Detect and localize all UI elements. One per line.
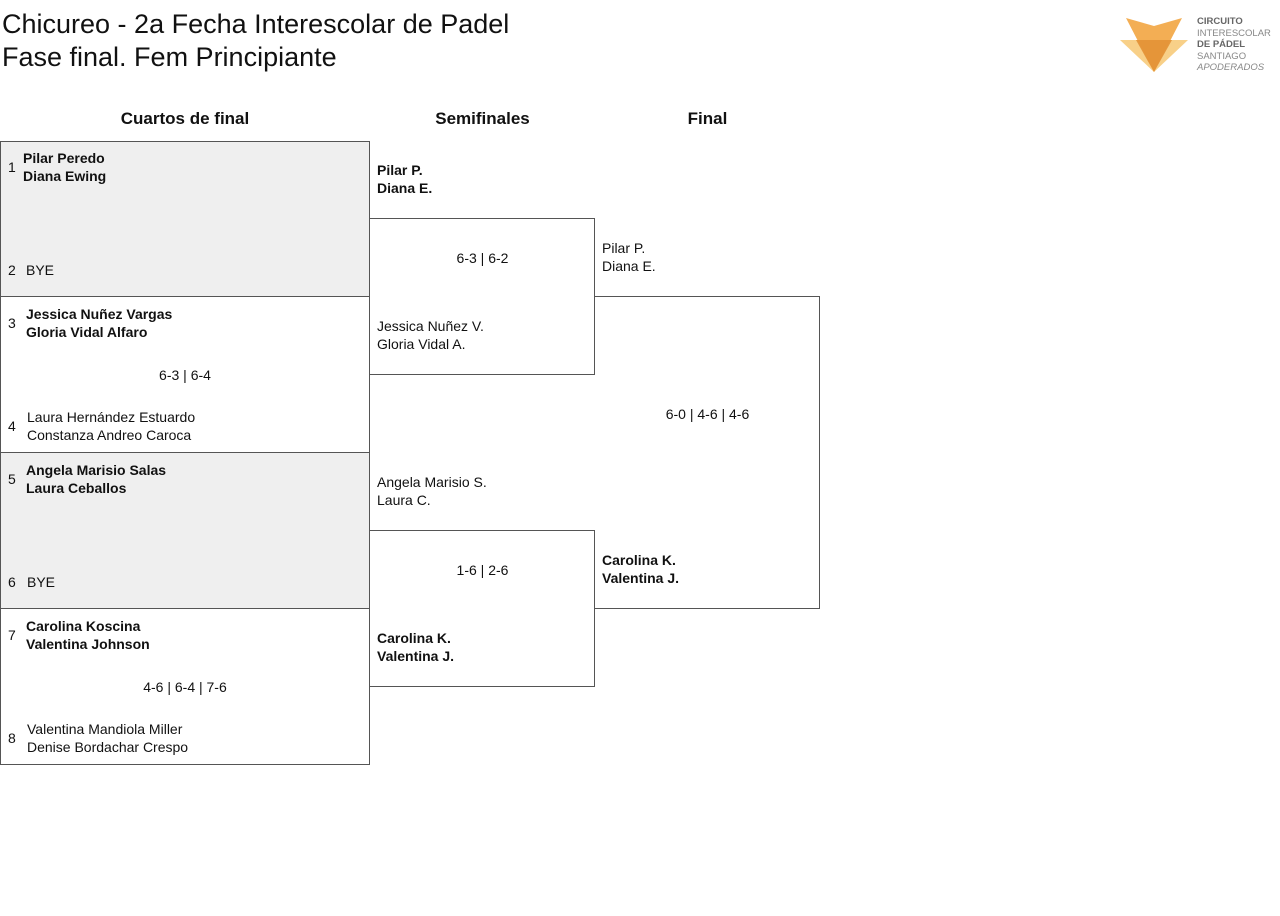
fox-logo-icon	[1118, 14, 1192, 74]
page-subtitle: Fase final. Fem Principiante	[2, 42, 337, 72]
team-name: Jessica Nuñez V. Gloria Vidal A.	[377, 318, 484, 352]
seed-number: 7	[8, 627, 16, 643]
logo-text: CIRCUITO INTERESCOLAR DE PÁDEL SANTIAGO APODERADOS	[1197, 16, 1271, 73]
team-name: BYE	[27, 574, 56, 590]
match-score: 6-3 | 6-4	[159, 367, 211, 383]
team-name: Angela Marisio S. Laura C.	[377, 474, 487, 508]
team-name: BYE	[26, 262, 55, 278]
circuit-logo	[1118, 14, 1280, 76]
team-name: Jessica Nuñez Vargas Gloria Vidal Alfaro	[26, 306, 173, 340]
seed-number: 8	[8, 730, 16, 746]
seed-number: 5	[8, 471, 16, 487]
page-title: Chicureo - 2a Fecha Interescolar de Padel	[2, 9, 510, 39]
team-name: Valentina Mandiola Miller Denise Bordachar Crespo	[27, 721, 189, 755]
team-name: Carolina K. Valentina J.	[602, 552, 680, 586]
seed-number: 1	[8, 159, 16, 175]
seed-number: 6	[8, 574, 16, 590]
seed-number: 4	[8, 418, 16, 434]
team-name: Carolina K. Valentina J.	[377, 630, 455, 664]
team-name: Angela Marisio Salas Laura Ceballos	[26, 462, 167, 496]
seed-number: 3	[8, 315, 16, 331]
team-name: Carolina Koscina Valentina Johnson	[26, 618, 150, 652]
round-header-final: Final	[687, 109, 728, 128]
team-name: Pilar P. Diana E.	[602, 240, 656, 274]
round-header-quarterfinals: Cuartos de final	[120, 109, 250, 128]
team-name: Pilar P. Diana E.	[377, 162, 433, 196]
match-score: 4-6 | 6-4 | 7-6	[143, 679, 227, 695]
team-name: Pilar Peredo Diana Ewing	[23, 150, 107, 184]
match-score: 6-3 | 6-2	[456, 250, 509, 266]
round-header-semifinals: Semifinales	[435, 109, 530, 128]
match-score: 1-6 | 2-6	[456, 562, 509, 578]
seed-number: 2	[8, 262, 16, 278]
team-name: Laura Hernández Estuardo Constanza Andreo Caroca	[27, 409, 196, 443]
match-score: 6-0 | 4-6 | 4-6	[665, 406, 750, 422]
